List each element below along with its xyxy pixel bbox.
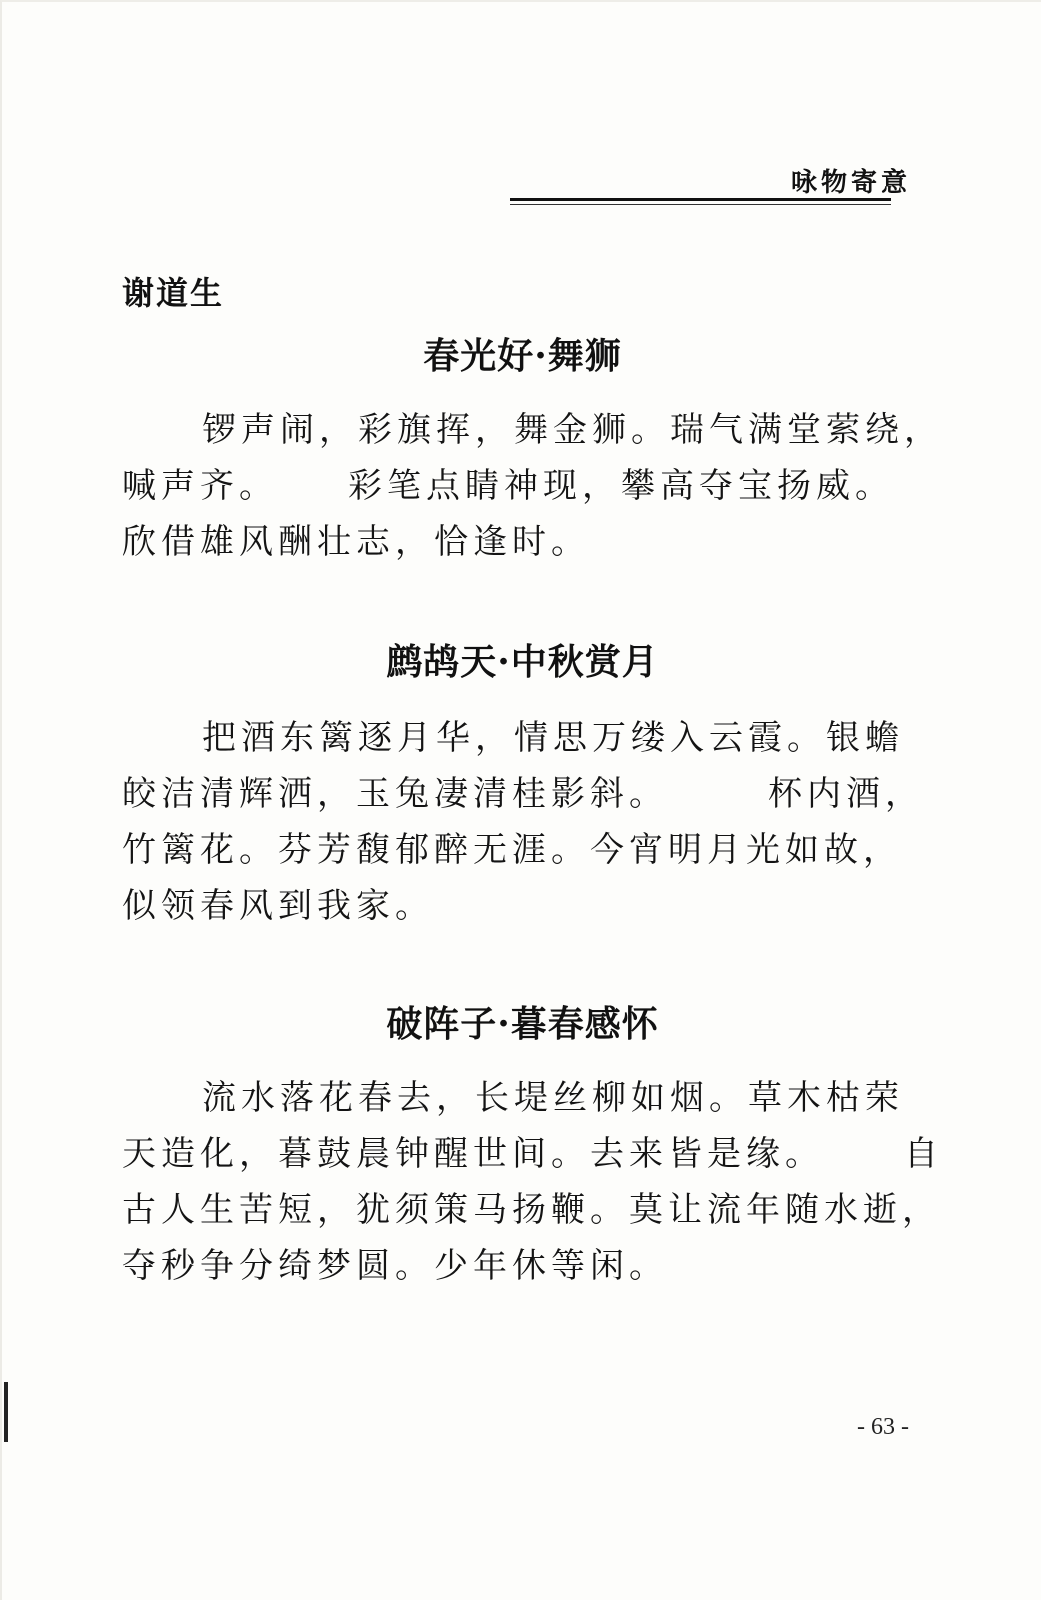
binding-mark (4, 1382, 8, 1442)
poem-line: 欣借雄风酬壮志，恰逢时。 (122, 522, 590, 562)
poem-title: 鹧鸪天·中秋赏月 (386, 641, 659, 683)
poem-line: 夺秒争分绮梦圆。少年休等闲。 (122, 1246, 668, 1286)
poem-body (122, 710, 924, 934)
poem-line-row (122, 766, 924, 822)
header-rule-thin (510, 204, 891, 205)
poem-line-row (122, 458, 912, 514)
poem-line: 皎洁清辉洒，玉兔凄清桂影斜。 (122, 774, 668, 814)
page-number: - 63 - (857, 1414, 909, 1440)
poem-line: 似领春风到我家。 (122, 886, 434, 926)
poem-line: 天造化，暮鼓晨钟醒世间。去来皆是缘。 (122, 1134, 824, 1174)
author-name: 谢道生 (122, 274, 225, 312)
header-rule (510, 198, 891, 201)
running-header: 咏物寄意 (790, 168, 911, 198)
poem-title: 破阵子·暮春感怀 (386, 1003, 659, 1045)
poem-body (122, 1070, 943, 1294)
poem-line-row (122, 1126, 943, 1182)
poem-line: 流水落花春去，长堤丝柳如烟。草木枯荣 (202, 1078, 904, 1118)
poem-line: 彩笔点睛神现，攀高夺宝扬威。 (348, 466, 894, 506)
poem-line: 古人生苦短，犹须策马扬鞭。莫让流年随水逝， (122, 1190, 941, 1230)
poem-line: 杯内酒， (768, 774, 924, 814)
poem-line: 把酒东篱逐月华，情思万缕入云霞。银蟾 (202, 718, 904, 758)
poem-body (122, 402, 943, 570)
poem-line: 锣声闹，彩旗挥，舞金狮。瑞气满堂萦绕， (202, 410, 943, 450)
poem-line: 竹篱花。芬芳馥郁醉无涯。今宵明月光如故， (122, 830, 902, 870)
poem-title: 春光好·舞狮 (423, 335, 622, 377)
poem-line: 喊声齐。 (122, 466, 278, 506)
poem-line: 自 (904, 1134, 943, 1174)
